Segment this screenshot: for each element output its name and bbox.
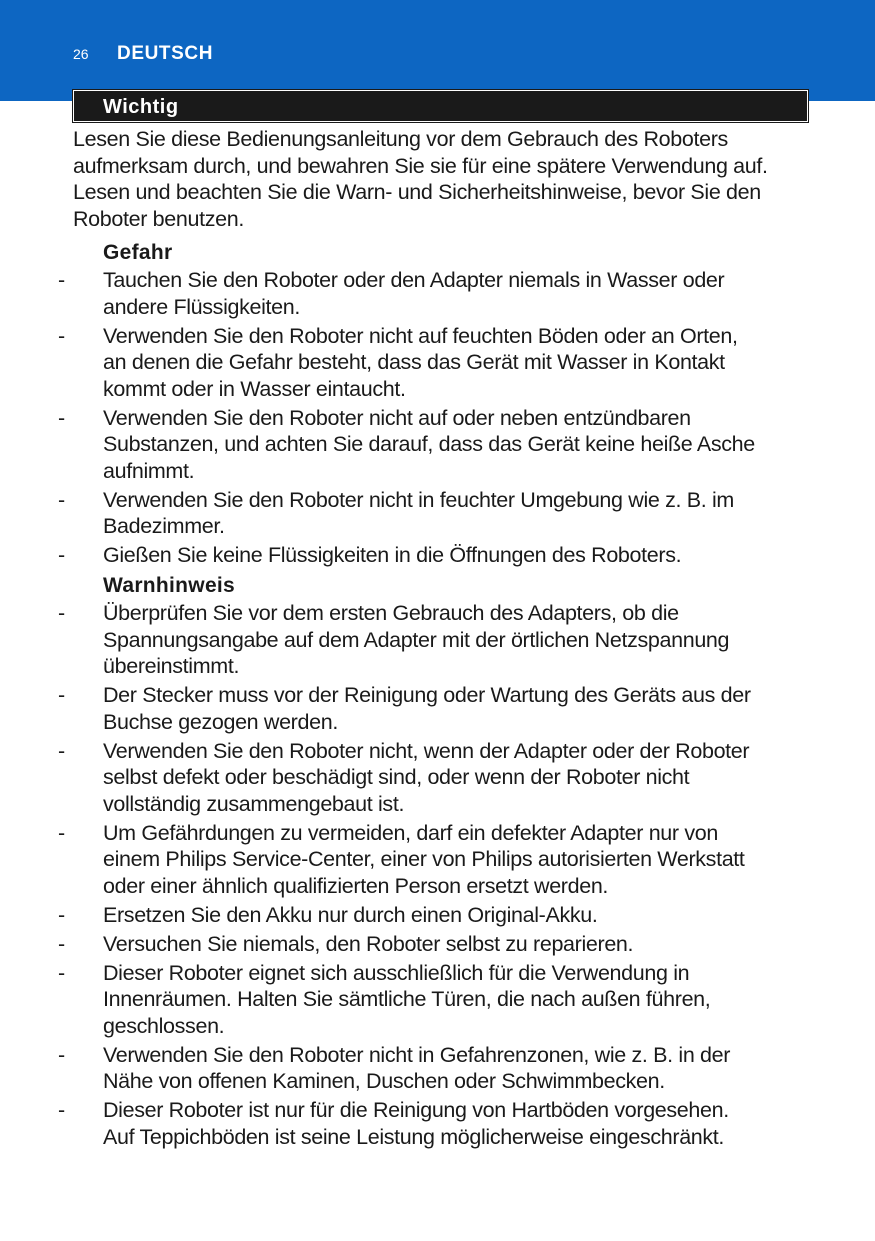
gefahr-list — [58, 267, 843, 569]
list-item-text: Ersetzen Sie den Akku nur durch einen Original-Akku. — [103, 902, 598, 927]
list-item-text: Verwenden Sie den Roboter nicht in feuchter Umgebung wie z. B. im Badezimmer. — [103, 487, 734, 538]
warnhinweis-list — [58, 600, 843, 1150]
list-item-text: Der Stecker muss vor der Reinigung oder Wartung des Geräts aus der Buchse gezogen werden. — [103, 683, 751, 734]
section-title: Wichtig — [103, 96, 179, 118]
list-item-text: Gießen Sie keine Flüssigkeiten in die Öffnungen des Roboters. — [103, 543, 682, 567]
intro-paragraph: Lesen Sie diese Bedienungsanleitung vor dem Gebrauch des Roboters aufmerksam durch, und bewahren Sie sie für eine spätere Verwendung auf. Lesen und beachten Sie die Warn- und Sicherheitshinweise, bevor Sie den Roboter benutzen. — [73, 127, 768, 231]
page-content — [58, 126, 843, 1153]
header-band — [0, 0, 875, 101]
page-number: 26 — [73, 46, 89, 62]
list-item-text: Tauchen Sie den Roboter oder den Adapter niemals in Wasser oder andere Flüssigkeiten. — [103, 268, 725, 319]
list-item: - Verwenden Sie den Roboter nicht in Gefahrenzonen, wie z. B. in der Nähe von offenen Kaminen, Duschen oder Schwimmbecken. — [58, 1042, 731, 1093]
list-item: - Dieser Roboter eignet sich ausschließlich für die Verwendung in Innenräumen. Halten Sie sämtliche Türen, die nach außen führen, geschlossen. — [58, 960, 711, 1038]
list-item: - Verwenden Sie den Roboter nicht auf feuchten Böden oder an Orten, an denen die Gefahr besteht, dass das Gerät mit Wasser in Kontakt kommt oder in Wasser eintaucht. — [58, 323, 738, 401]
list-item-text: Verwenden Sie den Roboter nicht auf oder neben entzündbaren Substanzen, und achten Sie darauf, dass das Gerät keine heiße Asche aufnimmt. — [103, 405, 755, 483]
list-item: - Überprüfen Sie vor dem ersten Gebrauch des Adapters, ob die Spannungsangabe auf dem Adapter mit der örtlichen Netzspannung übereinstimmt. — [58, 601, 730, 678]
list-item: - Verwenden Sie den Roboter nicht in feuchter Umgebung wie z. B. im Badezimmer. — [58, 487, 734, 538]
list-item: - Versuchen Sie niemals, den Roboter selbst zu reparieren. — [58, 931, 634, 956]
section-title-bar — [73, 90, 808, 122]
list-item: - Verwenden Sie den Roboter nicht, wenn der Adapter oder der Roboter selbst defekt oder beschädigt sind, oder wenn der Roboter nicht vollständig zusammengebaut ist. — [58, 738, 750, 816]
list-item: - Tauchen Sie den Roboter oder den Adapter niemals in Wasser oder andere Flüssigkeiten. — [58, 268, 725, 319]
list-item: - Gießen Sie keine Flüssigkeiten in die Öffnungen des Roboters. — [58, 543, 682, 567]
list-item-text: Verwenden Sie den Roboter nicht in Gefahrenzonen, wie z. B. in der Nähe von offenen Kaminen, Duschen oder Schwimmbecken. — [103, 1042, 731, 1093]
list-item: - Ersetzen Sie den Akku nur durch einen Original-Akku. — [58, 902, 598, 927]
list-item: - Der Stecker muss vor der Reinigung oder Wartung des Geräts aus der Buchse gezogen werden. — [58, 683, 751, 734]
list-item-text: Versuchen Sie niemals, den Roboter selbst zu reparieren. — [103, 931, 634, 956]
list-item-text: Verwenden Sie den Roboter nicht auf feuchten Böden oder an Orten, an denen die Gefahr besteht, dass das Gerät mit Wasser in Kontakt kommt oder in Wasser eintaucht. — [103, 323, 738, 401]
list-item-text: Überprüfen Sie vor dem ersten Gebrauch des Adapters, ob die Spannungsangabe auf dem Adapter mit der örtlichen Netzspannung übereinstimmt. — [103, 601, 730, 678]
list-item: - Verwenden Sie den Roboter nicht auf oder neben entzündbaren Substanzen, und achten Sie darauf, dass das Gerät keine heiße Asche aufnimmt. — [58, 405, 755, 483]
list-item-text: Dieser Roboter ist nur für die Reinigung von Hartböden vorgesehen. Auf Teppichböden ist seine Leistung möglicherweise eingeschränkt. — [103, 1098, 729, 1149]
gefahr-heading: Gefahr — [103, 241, 173, 264]
list-item: - Dieser Roboter ist nur für die Reinigung von Hartböden vorgesehen. Auf Teppichböden ist seine Leistung möglicherweise eingeschränkt. — [58, 1098, 729, 1149]
list-item-text: Dieser Roboter eignet sich ausschließlich für die Verwendung in Innenräumen. Halten Sie sämtliche Türen, die nach außen führen, geschlossen. — [103, 960, 711, 1038]
list-item: - Um Gefährdungen zu vermeiden, darf ein defekter Adapter nur von einem Philips Service-Center, einer von Philips autorisierten Werkstatt oder einer ähnlich qualifizierten Person ersetzt werden. — [58, 820, 745, 898]
warnhinweis-heading: Warnhinweis — [103, 574, 236, 597]
language-label: DEUTSCH — [117, 43, 214, 64]
list-item-text: Verwenden Sie den Roboter nicht, wenn der Adapter oder der Roboter selbst defekt oder beschädigt sind, oder wenn der Roboter nicht vollständig zusammengebaut ist. — [103, 738, 750, 816]
list-item-text: Um Gefährdungen zu vermeiden, darf ein defekter Adapter nur von einem Philips Service-Center, einer von Philips autorisierten Werkstatt oder einer ähnlich qualifizierten Person ersetzt werden. — [103, 820, 745, 898]
